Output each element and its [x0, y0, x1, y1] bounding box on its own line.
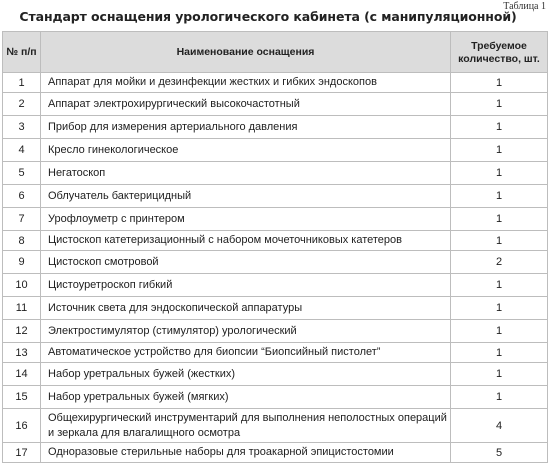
table-row [3, 386, 548, 409]
required-quantity: 1 [451, 73, 548, 93]
table-row [3, 251, 548, 274]
equipment-name: Негатоскоп [41, 162, 451, 185]
row-number: 17 [3, 443, 41, 463]
table-header-row [3, 32, 548, 73]
required-quantity: 1 [451, 116, 548, 139]
table-row [3, 443, 548, 463]
row-number: 8 [3, 231, 41, 251]
row-number: 12 [3, 320, 41, 343]
table-row [3, 231, 548, 251]
header-equipment-name: Наименование оснащения [41, 32, 451, 73]
row-number: 11 [3, 297, 41, 320]
row-number: 5 [3, 162, 41, 185]
table-row [3, 139, 548, 162]
required-quantity: 1 [451, 185, 548, 208]
required-quantity: 1 [451, 297, 548, 320]
equipment-name: Источник света для эндоскопической аппаратуры [41, 297, 451, 320]
header-required-quantity: Требуемое количество, шт. [451, 32, 548, 73]
table-row [3, 162, 548, 185]
row-number: 13 [3, 343, 41, 363]
required-quantity: 1 [451, 162, 548, 185]
table-number-label: Таблица 1 [503, 1, 546, 12]
equipment-name: Набор уретральных бужей (жестких) [41, 363, 451, 386]
row-number: 1 [3, 73, 41, 93]
table-body [3, 73, 548, 463]
equipment-name: Общехирургический инструментарий для выполнения неполостных операций и зеркала для влагалищного осмотра [41, 409, 451, 443]
table-row [3, 297, 548, 320]
required-quantity: 1 [451, 363, 548, 386]
equipment-name: Аппарат электрохирургический высокочастотный [41, 93, 451, 116]
table-row [3, 343, 548, 363]
required-quantity: 1 [451, 274, 548, 297]
equipment-name: Цистоуретроскоп гибкий [41, 274, 451, 297]
equipment-name: Аппарат для мойки и дезинфекции жестких и гибких эндоскопов [41, 73, 451, 93]
equipment-table [2, 31, 548, 463]
required-quantity: 1 [451, 231, 548, 251]
row-number: 7 [3, 208, 41, 231]
required-quantity: 5 [451, 443, 548, 463]
table-row [3, 185, 548, 208]
required-quantity: 4 [451, 409, 548, 443]
row-number: 3 [3, 116, 41, 139]
row-number: 16 [3, 409, 41, 443]
table-row [3, 274, 548, 297]
row-number: 15 [3, 386, 41, 409]
equipment-name: Цистоскоп смотровой [41, 251, 451, 274]
required-quantity: 1 [451, 343, 548, 363]
table-row [3, 116, 548, 139]
required-quantity: 1 [451, 208, 548, 231]
table-row [3, 93, 548, 116]
equipment-name: Облучатель бактерицидный [41, 185, 451, 208]
row-number: 6 [3, 185, 41, 208]
table-row [3, 73, 548, 93]
required-quantity: 1 [451, 139, 548, 162]
equipment-name: Одноразовые стерильные наборы для троакарной эпицистостомии [41, 443, 451, 463]
required-quantity: 1 [451, 386, 548, 409]
table-row [3, 208, 548, 231]
equipment-name: Прибор для измерения артериального давления [41, 116, 451, 139]
equipment-name: Автоматическое устройство для биопсии “Биопсийный пистолет” [41, 343, 451, 363]
row-number: 4 [3, 139, 41, 162]
header-number: № п/п [3, 32, 41, 73]
required-quantity: 2 [451, 251, 548, 274]
table-row [3, 409, 548, 443]
equipment-name: Набор уретральных бужей (мягких) [41, 386, 451, 409]
equipment-name: Цистоскоп катетеризационный с набором мочеточниковых катетеров [41, 231, 451, 251]
row-number: 2 [3, 93, 41, 116]
row-number: 14 [3, 363, 41, 386]
page-title: Стандарт оснащения урологического кабинета (с манипуляционной) [19, 9, 517, 24]
required-quantity: 1 [451, 320, 548, 343]
required-quantity: 1 [451, 93, 548, 116]
equipment-name: Кресло гинекологическое [41, 139, 451, 162]
equipment-name: Электростимулятор (стимулятор) урологический [41, 320, 451, 343]
table-row [3, 363, 548, 386]
table-row [3, 320, 548, 343]
equipment-name: Урофлоуметр с принтером [41, 208, 451, 231]
row-number: 9 [3, 251, 41, 274]
row-number: 10 [3, 274, 41, 297]
